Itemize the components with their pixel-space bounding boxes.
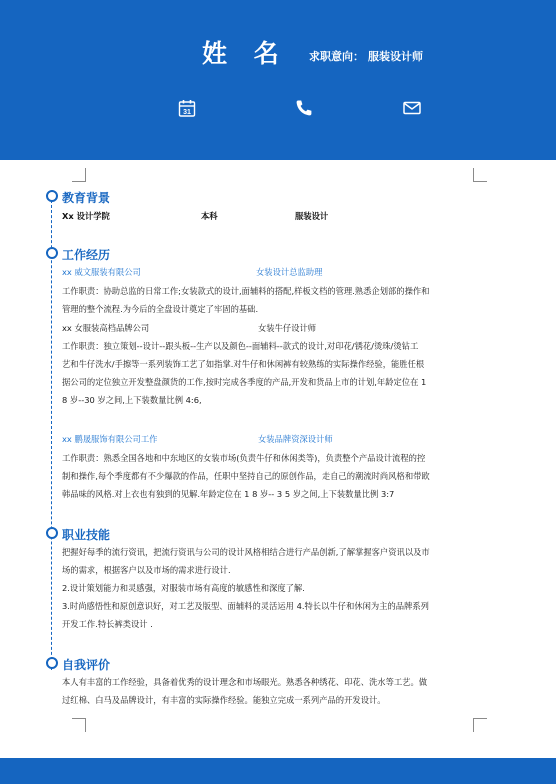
education-major: 服装设计 (295, 211, 329, 221)
section-title-skills: 职业技能 (62, 528, 111, 542)
crop-mark-bottom-left (72, 718, 86, 732)
job1-line-2: 管理的整个流程.为今后的全盘设计奠定了牢固的基础. (62, 304, 259, 314)
skills-line-4: 3.时尚感悟性和原创意识好，对工艺及版型、面辅料的灵活运用 4.特长以牛仔和休闲为主的品牌系列 (62, 601, 429, 611)
footer-band (0, 758, 556, 784)
skills-description (62, 543, 516, 633)
name-title: 姓 名 (202, 39, 288, 68)
job2-line-2: 艺和牛仔洗水/手擦等一系列装饰工艺了如指掌.对牛仔和休闲裤有较熟练的实际操作经验，能胜任根 (62, 359, 425, 369)
job1-line-1: 工作职责：协助总监的日常工作;女装款式的设计,面辅料的搭配,样板文档的管理.熟悉企划部的操作和 (62, 286, 430, 296)
job2-line-4: 8 岁--30 岁之间,上下装数量比例 4:6, (62, 395, 202, 405)
evaluation-line-2: 过红棉、白马及品牌设计，有丰富的实际操作经验。能独立完成一系列产品的开发设计。 (62, 695, 386, 705)
section-title-education: 教育背景 (62, 191, 111, 205)
section-title-work: 工作经历 (62, 248, 111, 262)
job3-description (62, 449, 516, 503)
job-intent-label: 求职意向： (309, 50, 364, 63)
skills-line-5: 开发工作.特长裤类设计 . (62, 619, 153, 629)
job2-line-3: 据公司的定位独立开发整盘颜货的工作,按时完成各季度的产品,开发和货品上市的计划,年龄定位在 1 (62, 377, 427, 387)
evaluation-description (62, 673, 516, 709)
crop-mark-top-left (72, 168, 86, 182)
skills-line-3: 2.设计策划能力和灵感强，对服装市场有高度的敏感性和深度了解. (62, 583, 305, 593)
evaluation-line-1: 本人有丰富的工作经验，具备着优秀的设计理念和市场眼光。熟悉各种绣花、印花、洗水等工艺。做 (62, 677, 428, 687)
header-banner (0, 0, 556, 160)
job-intent-value: 服装设计师 (368, 50, 423, 63)
job-intent (309, 48, 423, 64)
timeline-dot-work (46, 247, 58, 259)
job3-line-2: 制和操作,每个季度都有不少爆款的作品，任职中坚持自己的原创作品，走自己的潮流时尚风格和带欧 (62, 471, 430, 481)
mail-icon (402, 98, 422, 118)
calendar-icon (177, 98, 197, 118)
job2-line-1: 工作职责：独立策划--设计--跟头板--生产以及颜色--面辅料--款式的设计,对印花/锈花/烫珠/烫钻工 (62, 341, 419, 351)
skills-line-1: 把握好每季的流行资讯，把流行资讯与公司的设计风格相结合进行产品创新,了解掌握客户资讯以及市 (62, 547, 430, 557)
education-degree: 本科 (201, 211, 218, 221)
job1-position: 女装设计总监助理 (256, 267, 323, 277)
job3-company: xx 鹏晟服饰有限公司工作 (62, 434, 158, 444)
timeline-dot-skills (46, 527, 58, 539)
job3-position: 女装品牌资深设计师 (258, 434, 333, 444)
job1-description (62, 282, 516, 318)
job2-description (62, 337, 516, 409)
job2-company: xx 女服装高档品牌公司 (62, 323, 150, 333)
job3-line-1: 工作职责：熟悉全国各地和中东地区的女装市场(负责牛仔和休闲类等)，负责整个产品设计流程的控 (62, 453, 426, 463)
section-title-evaluation: 自我评价 (62, 658, 111, 672)
skills-line-2: 场的需求，根据客户以及市场的需求进行设计. (62, 565, 231, 575)
job3-line-3: 韩品味的风格.对上衣也有独到的见解.年龄定位在 1 8 岁-- 3 5 岁之间,上下装数量比例 3:7 (62, 489, 395, 499)
job1-company: xx 威文服装有限公司 (62, 267, 141, 277)
timeline-dot-education (46, 190, 58, 202)
crop-mark-top-right (473, 168, 487, 182)
education-school: Xx 设计学院 (62, 211, 110, 221)
calendar-day: 31 (183, 109, 191, 116)
timeline-line (51, 200, 52, 670)
job2-position: 女装牛仔设计师 (258, 323, 317, 333)
crop-mark-bottom-right (473, 718, 487, 732)
timeline-dot-evaluation (46, 657, 58, 669)
phone-icon (294, 98, 314, 118)
